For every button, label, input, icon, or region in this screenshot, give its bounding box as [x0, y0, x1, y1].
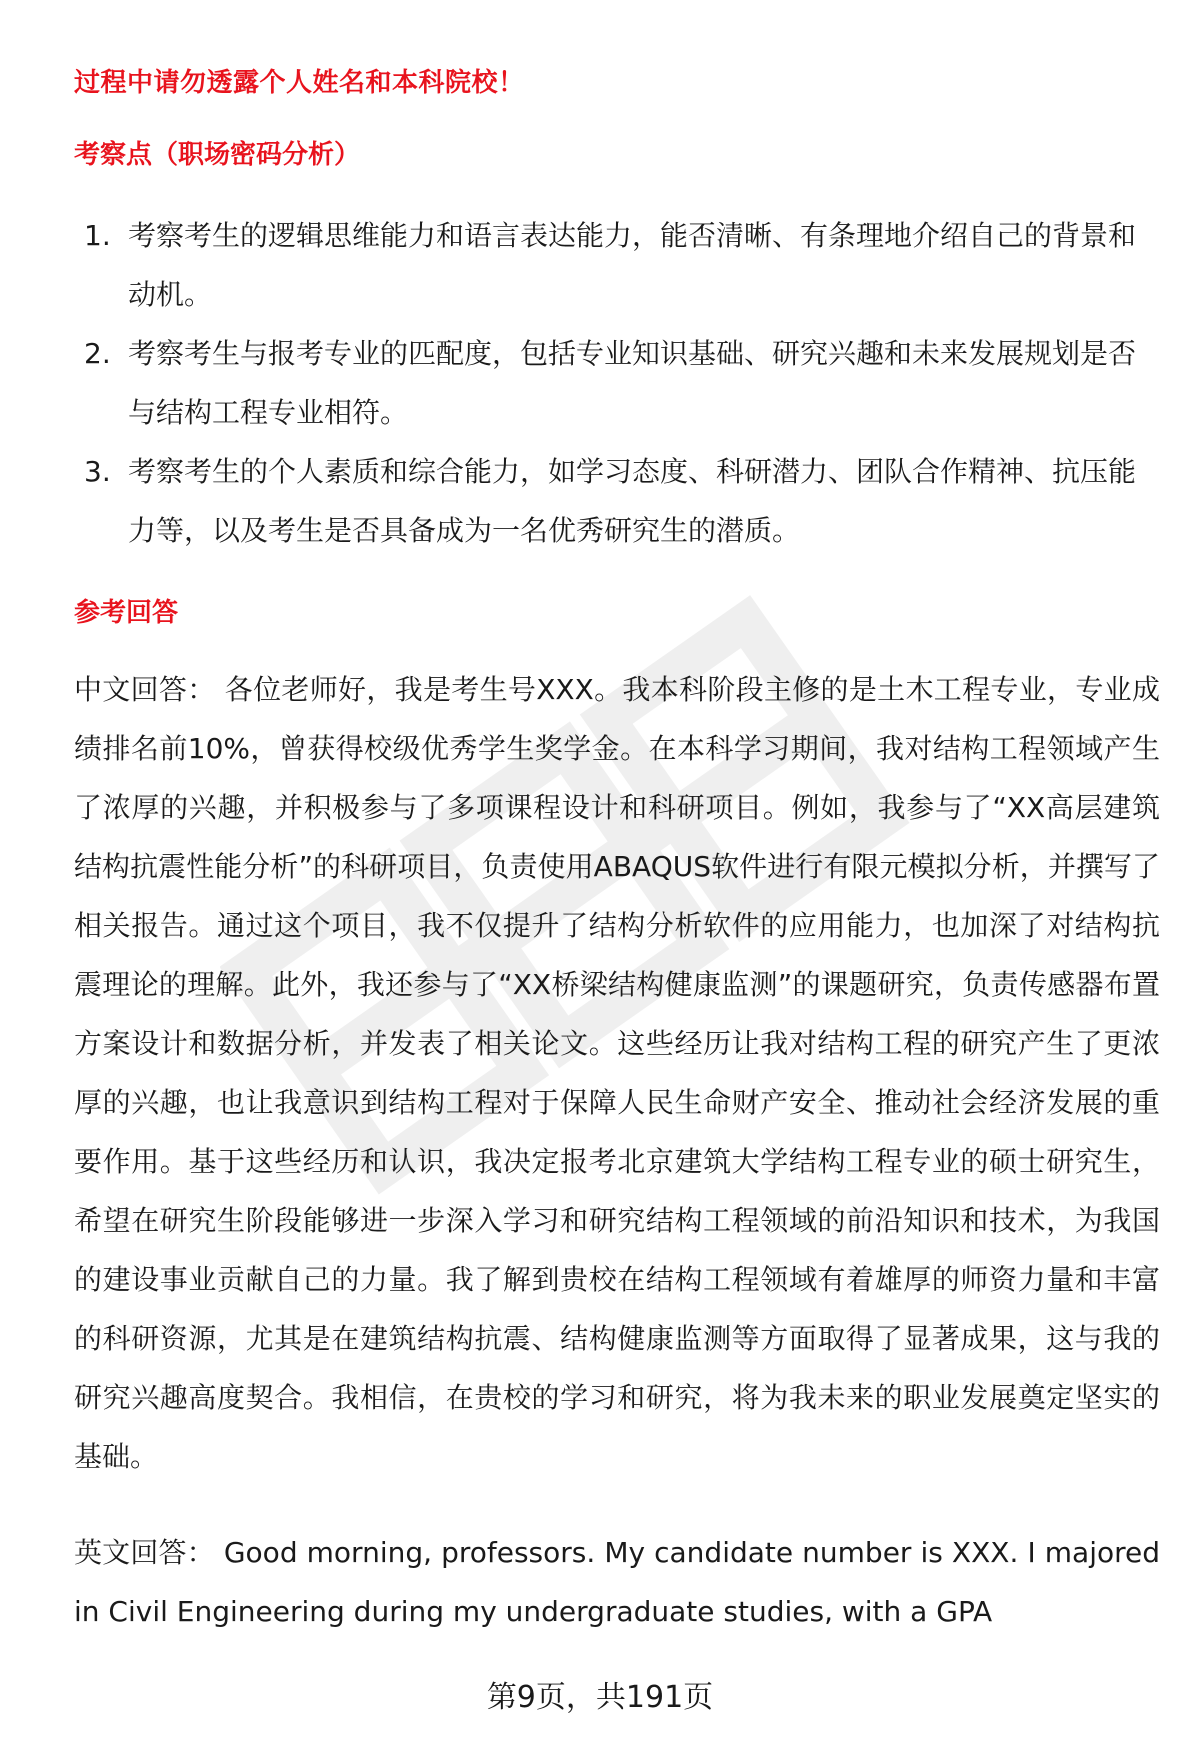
section-title-points: 考察点（职场密码分析）: [74, 140, 361, 170]
privacy-warning: 过程中请勿透露个人姓名和本科院校！: [74, 68, 525, 98]
chinese-answer-paragraph: 中文回答： 各位老师好，我是考生号XXX。我本科阶段主修的是土木工程专业，专业成绩排名前10%，曾获得校级优秀学生奖学金。在本科学习期间，我对结构工程领域产生了浓厚的兴趣，并积极参与了多项课程设计和科研项目。例如，我参与了“XX高层建筑结构抗震性能分析”的科研项目，负责使用ABAQUS软件进行有限元模拟分析，并撰写了相关报告。通过这个项目，我不仅提升了结构分析软件的应用能力，也加深了对结构抗震理论的理解。此外，我还参与了“XX桥梁结构健康监测”的课题研究，负责传感器布置方案设计和数据分析，并发表了相关论文。这些经历让我对结构工程的研究产生了更浓厚的兴趣，也让我意识到结构工程对于保障人民生命财产安全、推动社会经济发展的重要作用。基于这些经历和认识，我决定报考北京建筑大学结构工程专业的硕士研究生，希望在研究生阶段能够进一步深入学习和研究结构工程领域的前沿知识和技术，为我国的建设事业贡献自己的力量。我了解到贵校在结构工程领域有着雄厚的师资力量和丰富的科研资源，尤其是在建筑结构抗震、结构健康监测等方面取得了显著成果，这与我的研究兴趣高度契合。我相信，在贵校的学习和研究，将为我未来的职业发展奠定坚实的基础。: [74, 673, 1160, 1473]
list-item: [74, 206, 1154, 324]
section-title-answer: 参考回答: [74, 598, 179, 628]
list-item-text: 考察考生的个人素质和综合能力，如学习态度、科研潜力、团队合作精神、抗压能力等，以及考生是否具备成为一名优秀研究生的潜质。: [128, 455, 1137, 547]
list-item-text: 考察考生的逻辑思维能力和语言表达能力，能否清晰、有条理地介绍自己的背景和动机。: [128, 219, 1137, 311]
assessment-points-list: [74, 206, 1154, 560]
list-item-number: 2.: [84, 337, 111, 370]
list-item-text: 考察考生与报考专业的匹配度，包括专业知识基础、研究兴趣和未来发展规划是否与结构工程专业相符。: [128, 337, 1137, 429]
english-answer-paragraph: 英文回答： Good morning, professors. My candidate number is XXX. I majored in Civil Engineering during my undergraduate studies, with a GPA: [74, 1536, 1160, 1628]
list-item: [74, 324, 1154, 442]
list-item-number: 1.: [84, 219, 111, 252]
list-item: [74, 442, 1154, 560]
list-item-number: 3.: [84, 455, 111, 488]
page-number-footer: 第9页，共191页: [486, 1680, 714, 1715]
